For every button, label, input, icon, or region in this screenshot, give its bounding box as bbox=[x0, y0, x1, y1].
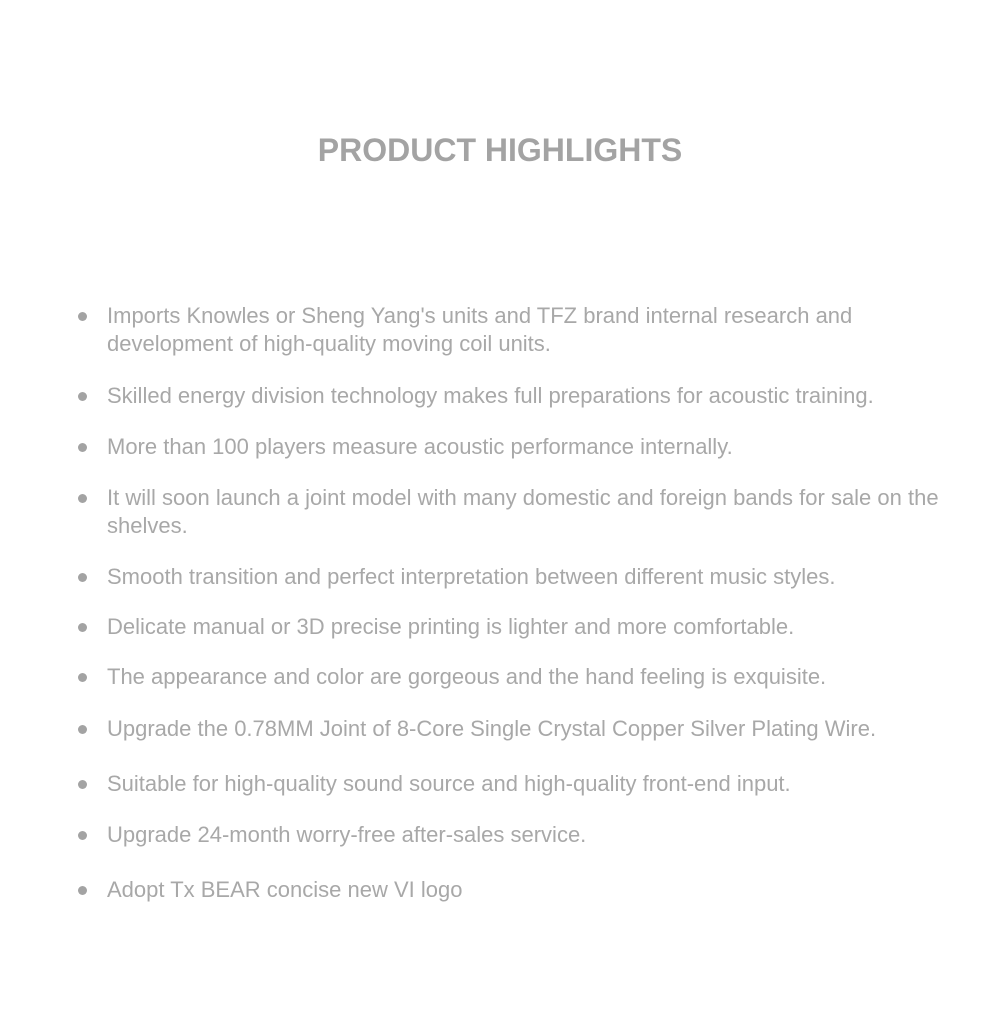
highlight-text: It will soon launch a joint model with many domestic and foreign bands for sale on the shelves. bbox=[107, 485, 939, 538]
bullet-icon bbox=[78, 725, 87, 734]
highlight-item bbox=[107, 433, 957, 461]
highlight-text: Skilled energy division technology makes full preparations for acoustic training. bbox=[107, 383, 874, 408]
highlight-text: Upgrade the 0.78MM Joint of 8-Core Single Crystal Copper Silver Plating Wire. bbox=[107, 716, 877, 741]
highlight-item bbox=[107, 770, 957, 798]
highlight-text: Imports Knowles or Sheng Yang's units and TFZ brand internal research and development of high-quality moving coil units. bbox=[107, 303, 853, 356]
bullet-icon bbox=[78, 312, 87, 321]
bullet-icon bbox=[78, 494, 87, 503]
highlight-item bbox=[107, 382, 957, 410]
highlight-text: The appearance and color are gorgeous and the hand feeling is exquisite. bbox=[107, 664, 827, 689]
page-title: PRODUCT HIGHLIGHTS bbox=[317, 132, 683, 168]
bullet-icon bbox=[78, 573, 87, 582]
highlight-item bbox=[107, 613, 957, 641]
bullet-icon bbox=[78, 623, 87, 632]
highlight-text: Delicate manual or 3D precise printing is lighter and more comfortable. bbox=[107, 614, 795, 639]
highlight-item bbox=[107, 563, 957, 591]
highlight-text: Adopt Tx BEAR concise new VI logo bbox=[107, 877, 463, 902]
highlight-item bbox=[107, 876, 957, 904]
highlight-text: Suitable for high-quality sound source and high-quality front-end input. bbox=[107, 771, 791, 796]
highlight-item bbox=[107, 484, 957, 540]
bullet-icon bbox=[78, 673, 87, 682]
bullet-icon bbox=[78, 392, 87, 401]
highlight-item bbox=[107, 302, 957, 358]
bullet-icon bbox=[78, 780, 87, 789]
highlight-text: Smooth transition and perfect interpretation between different music styles. bbox=[107, 564, 836, 589]
highlight-text: Upgrade 24-month worry-free after-sales service. bbox=[107, 822, 587, 847]
bullet-icon bbox=[78, 886, 87, 895]
highlight-item bbox=[107, 663, 957, 691]
highlight-text: More than 100 players measure acoustic performance internally. bbox=[107, 434, 733, 459]
bullet-icon bbox=[78, 443, 87, 452]
bullet-icon bbox=[78, 831, 87, 840]
highlight-item bbox=[107, 821, 957, 849]
highlight-item bbox=[107, 715, 957, 743]
